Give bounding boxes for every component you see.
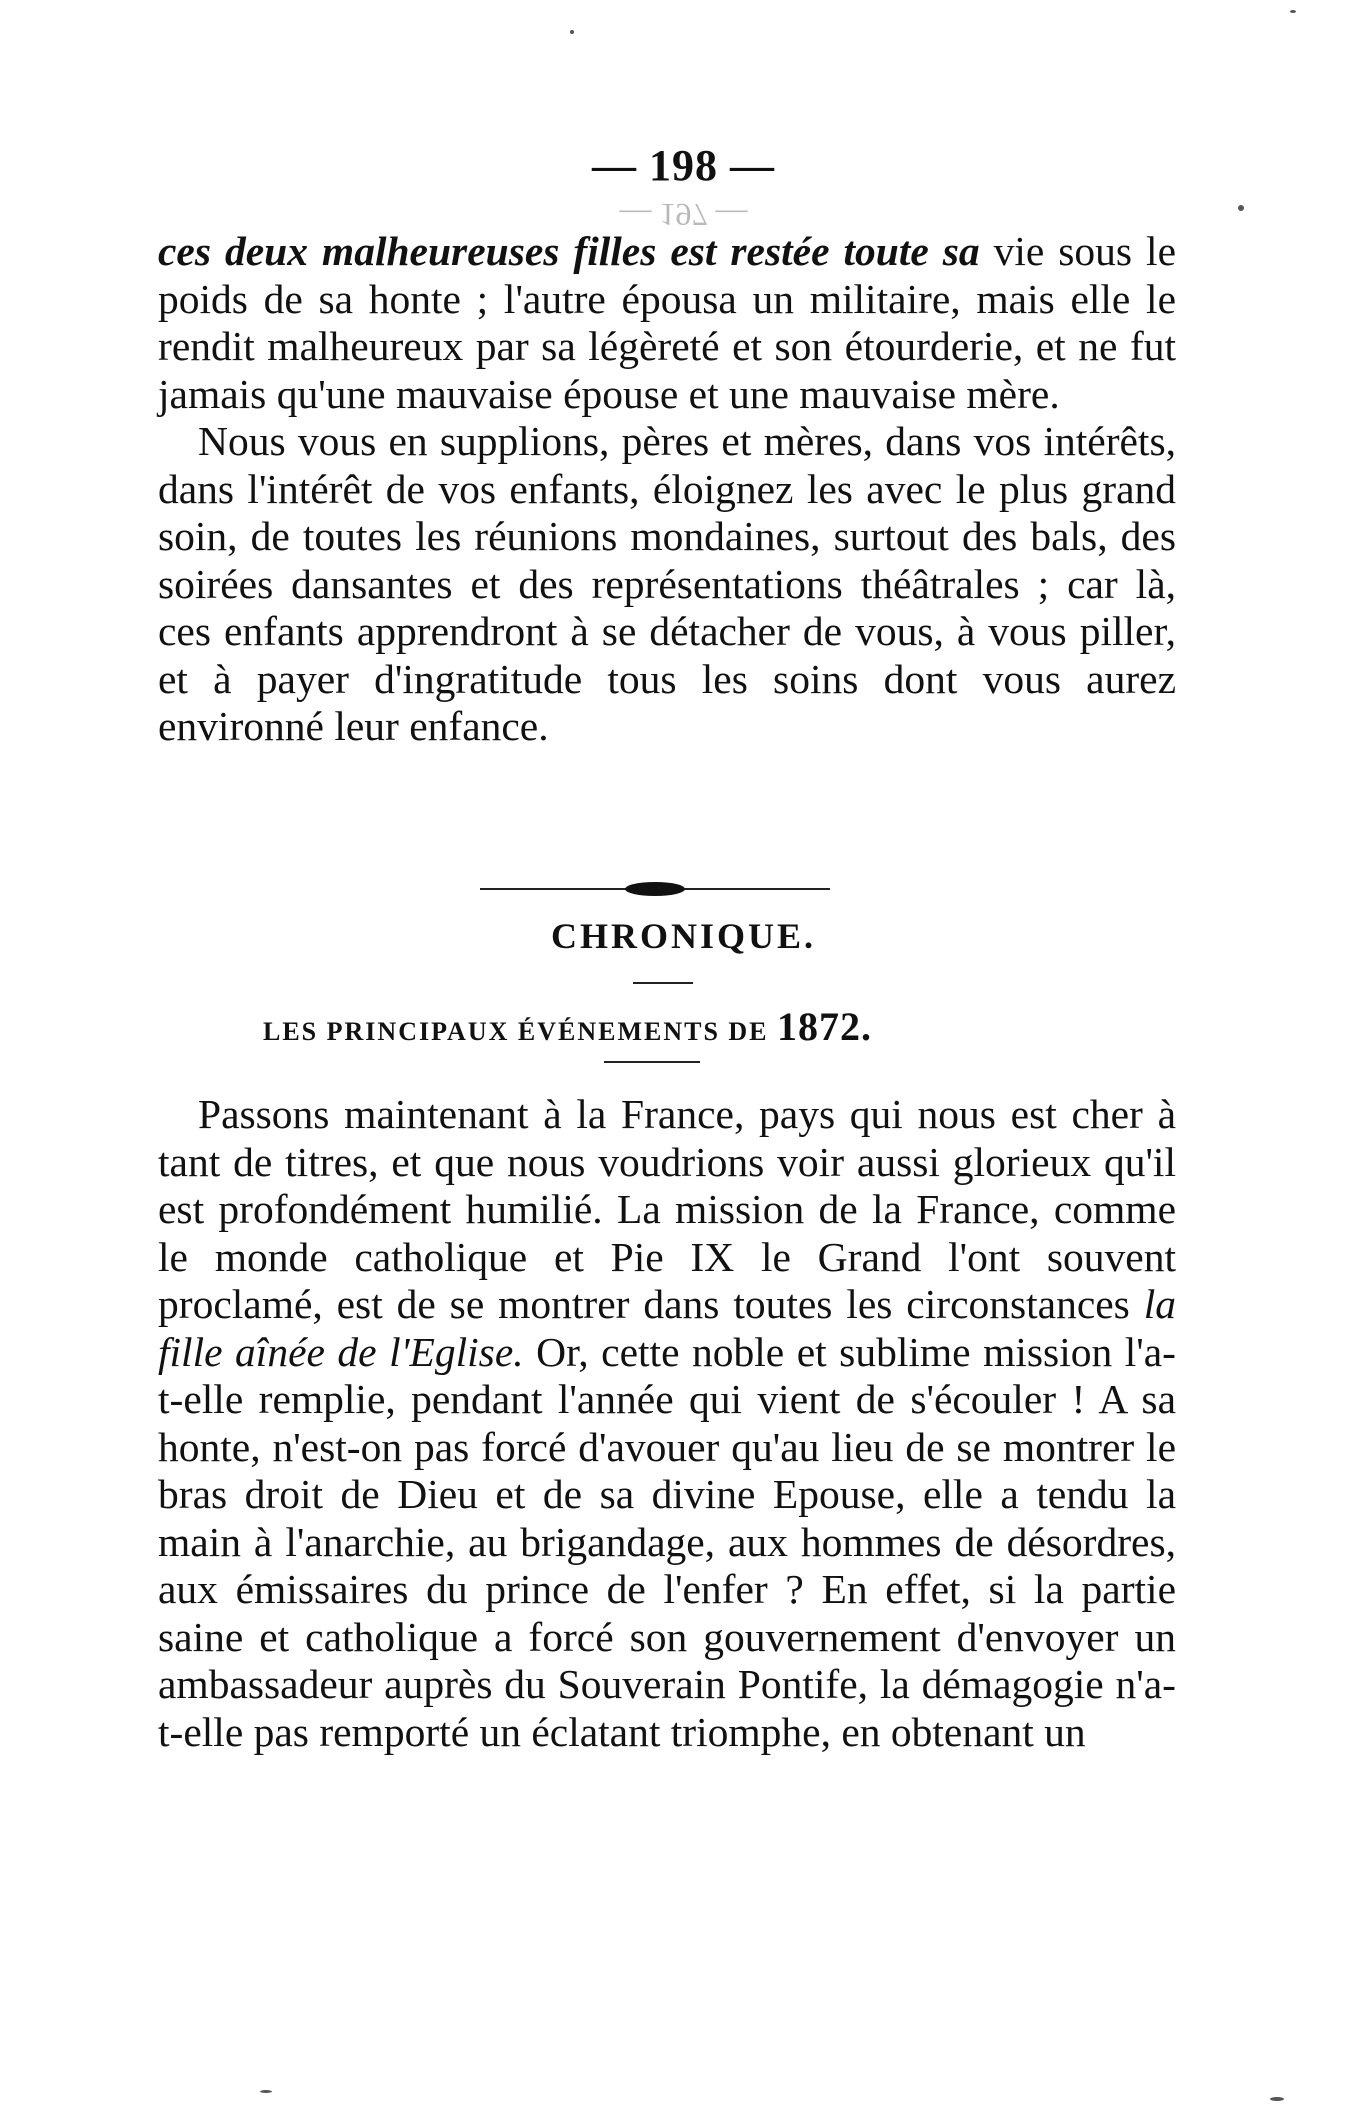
bleed-through-page-number: — 197 — [619,197,748,233]
chronique-paragraph-end: Or, cette noble et sublime mission l'a-t-elle remplie, pendant l'année qui vient de s'écouler ! A sa honte, n'est-on pas forcé d'avouer qu'au lieu de se montrer le bras droit de Dieu et de sa divine Epouse, elle a tendu la main à l'anarchie, au brigandage, aux hommes de désordres, aux émissaires du prince de l'enfer ? En effet, si la partie saine et catholique a forcé son gouvernement d'envoyer un ambassadeur auprès du Souverain Pontife, la démagogie n'a-t-elle pas remporté un éclatant triomphe, en obtenant un [158,1328,1176,1755]
page-number: — 198 — [592,141,775,190]
section-title: CHRONIQUE. [550,916,817,956]
chronique-paragraph-italic: la fille aînée de l'Eglise. [158,1281,1176,1375]
chronique-text [158,1091,1176,1756]
scan-speck [1270,2097,1284,2101]
scan-speck [570,30,574,34]
continuation-lead-text: ces deux malheureuses filles est restée toute sa [158,228,980,274]
divider-center-ornament [625,882,685,896]
body-text [158,228,1176,751]
parents-exhortation-paragraph: Nous vous en supplions, pères et mères, dans vos intérêts, dans l'intérêt de vos enfants, éloignez les avec le plus grand soin, de toutes les réunions mondaines, surtout des bals, des soirées dansantes et des représentations théâtrales ; car là, ces enfants apprendront à se détacher de vous, à vous piller, et à payer d'ingratitude tous les soins dont vous aurez environné leur enfance. [158,418,1176,749]
scan-speck [1238,205,1244,211]
scan-speck [1290,10,1296,13]
title-rule [633,982,693,984]
subsection-title [263,1003,872,1050]
subsection-title-text: LES PRINCIPAUX ÉVÉNEMENTS DE [263,1017,769,1046]
section-divider-ornament [480,880,830,898]
chronique-paragraph-start: Passons maintenant à la France, pays qui nous est cher à tant de titres, et que nous voudrions voir aussi glorieux qu'il est profondément humilié. La mission de la France, comme le monde catholique et Pie IX le Grand l'ont souvent proclamé, est de se montrer dans toutes les circonstances [158,1091,1176,1327]
continuation-text: vie sous le poids de sa honte ; l'autre épousa un militaire, mais elle le rendit malheureux par sa légèreté et son étourderie, et ne fut jamais qu'une mauvaise épouse et une mauvaise mère. [158,228,1176,417]
chronique-paragraph [158,1091,1176,1756]
scan-speck [260,2090,272,2093]
subsection-year: 1872. [777,1004,873,1049]
subsection-rule [604,1061,700,1063]
continuation-paragraph [158,228,1176,418]
